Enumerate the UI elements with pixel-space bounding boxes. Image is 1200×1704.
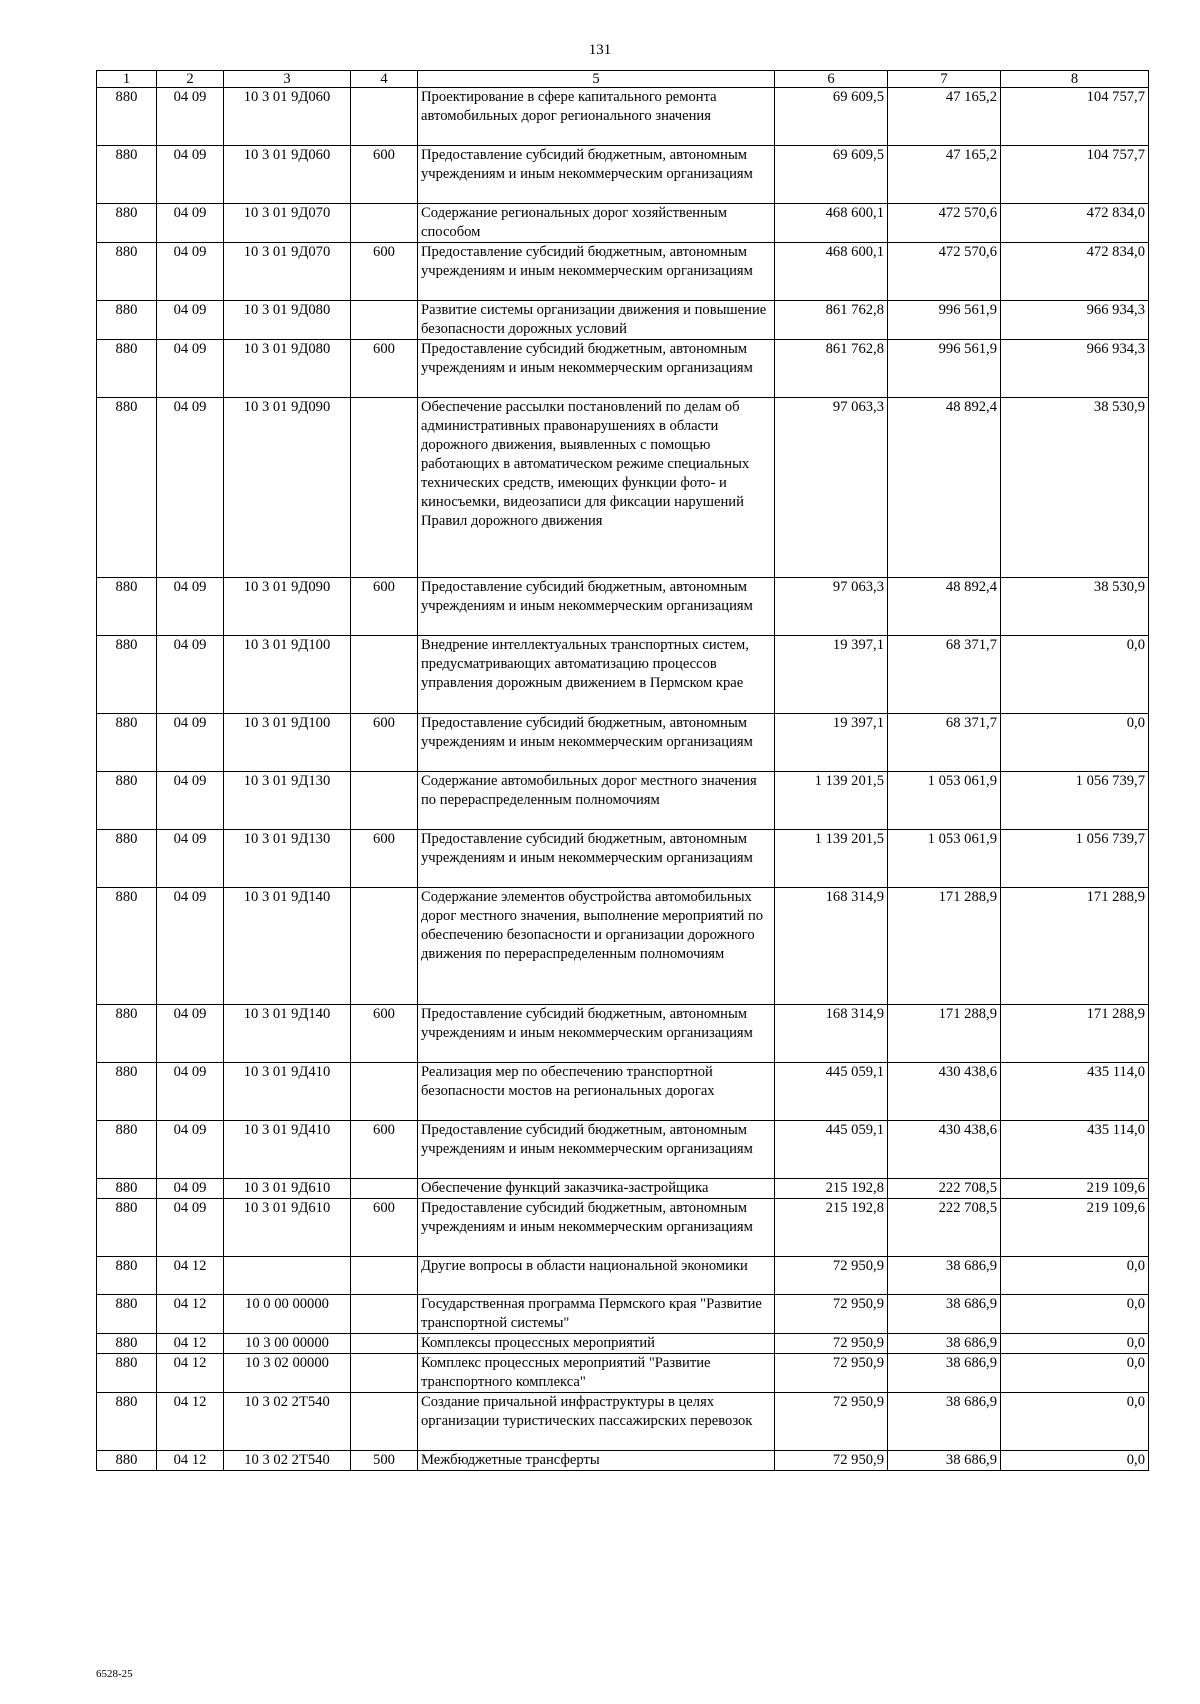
cell-expense-type bbox=[351, 1354, 418, 1393]
cell-target-code: 10 3 01 9Д140 bbox=[224, 1005, 351, 1063]
cell-amount-2026: 996 561,9 bbox=[888, 301, 1001, 340]
cell-expense-type: 600 bbox=[351, 1005, 418, 1063]
cell-expense-type: 600 bbox=[351, 146, 418, 204]
cell-description: Содержание региональных дорог хозяйственным способом bbox=[418, 204, 775, 243]
table-row bbox=[97, 1295, 1149, 1334]
table-row bbox=[97, 88, 1149, 146]
cell-target-code: 10 3 01 9Д100 bbox=[224, 636, 351, 714]
column-header: 3 bbox=[224, 71, 351, 88]
cell-expense-type: 600 bbox=[351, 243, 418, 301]
cell-expense-type: 600 bbox=[351, 340, 418, 398]
cell-amount-2025: 72 950,9 bbox=[775, 1295, 888, 1334]
column-header: 1 bbox=[97, 71, 157, 88]
table-row bbox=[97, 830, 1149, 888]
cell-section-code: 04 09 bbox=[157, 578, 224, 636]
cell-chapter-code: 880 bbox=[97, 1121, 157, 1179]
cell-amount-2025: 861 762,8 bbox=[775, 340, 888, 398]
cell-section-code: 04 09 bbox=[157, 88, 224, 146]
cell-target-code: 10 3 01 9Д060 bbox=[224, 146, 351, 204]
cell-description: Обеспечение функций заказчика-застройщика bbox=[418, 1179, 775, 1199]
cell-chapter-code: 880 bbox=[97, 1451, 157, 1471]
cell-target-code: 10 3 01 9Д130 bbox=[224, 772, 351, 830]
cell-amount-2026: 1 053 061,9 bbox=[888, 772, 1001, 830]
cell-amount-2026: 68 371,7 bbox=[888, 636, 1001, 714]
cell-target-code: 10 3 01 9Д610 bbox=[224, 1199, 351, 1257]
cell-description: Содержание элементов обустройства автомобильных дорог местного значения, выполнение мероприятий по обеспечению безопасности и организации дорожного движения по перераспределенным полномочиям bbox=[418, 888, 775, 1005]
cell-amount-2025: 1 139 201,5 bbox=[775, 772, 888, 830]
cell-chapter-code: 880 bbox=[97, 1334, 157, 1354]
cell-chapter-code: 880 bbox=[97, 204, 157, 243]
cell-amount-2026: 68 371,7 bbox=[888, 714, 1001, 772]
cell-amount-2027: 966 934,3 bbox=[1001, 340, 1149, 398]
cell-amount-2025: 72 950,9 bbox=[775, 1393, 888, 1451]
cell-target-code: 10 3 02 00000 bbox=[224, 1354, 351, 1393]
cell-amount-2025: 215 192,8 bbox=[775, 1199, 888, 1257]
cell-amount-2025: 168 314,9 bbox=[775, 888, 888, 1005]
cell-chapter-code: 880 bbox=[97, 340, 157, 398]
cell-description: Комплексы процессных мероприятий bbox=[418, 1334, 775, 1354]
cell-expense-type bbox=[351, 772, 418, 830]
cell-chapter-code: 880 bbox=[97, 1005, 157, 1063]
cell-description: Предоставление субсидий бюджетным, автономным учреждениям и иным некоммерческим организациям bbox=[418, 340, 775, 398]
cell-amount-2026: 38 686,9 bbox=[888, 1334, 1001, 1354]
cell-chapter-code: 880 bbox=[97, 578, 157, 636]
cell-amount-2025: 445 059,1 bbox=[775, 1063, 888, 1121]
cell-amount-2026: 472 570,6 bbox=[888, 204, 1001, 243]
cell-target-code: 10 3 01 9Д610 bbox=[224, 1179, 351, 1199]
cell-amount-2025: 69 609,5 bbox=[775, 146, 888, 204]
table-row bbox=[97, 340, 1149, 398]
cell-amount-2026: 38 686,9 bbox=[888, 1393, 1001, 1451]
cell-description: Предоставление субсидий бюджетным, автономным учреждениям и иным некоммерческим организациям bbox=[418, 1121, 775, 1179]
cell-amount-2027: 0,0 bbox=[1001, 1393, 1149, 1451]
cell-amount-2025: 72 950,9 bbox=[775, 1257, 888, 1295]
cell-amount-2026: 222 708,5 bbox=[888, 1199, 1001, 1257]
table-row bbox=[97, 772, 1149, 830]
table-row bbox=[97, 1354, 1149, 1393]
cell-target-code: 10 3 01 9Д060 bbox=[224, 88, 351, 146]
cell-amount-2027: 472 834,0 bbox=[1001, 204, 1149, 243]
cell-description: Предоставление субсидий бюджетным, автономным учреждениям и иным некоммерческим организациям bbox=[418, 1199, 775, 1257]
cell-amount-2027: 0,0 bbox=[1001, 1257, 1149, 1295]
header-row bbox=[97, 71, 1149, 88]
cell-chapter-code: 880 bbox=[97, 772, 157, 830]
cell-chapter-code: 880 bbox=[97, 888, 157, 1005]
table-row bbox=[97, 1199, 1149, 1257]
cell-target-code bbox=[224, 1257, 351, 1295]
cell-expense-type bbox=[351, 1393, 418, 1451]
budget-table bbox=[96, 70, 1149, 1471]
cell-amount-2026: 38 686,9 bbox=[888, 1354, 1001, 1393]
cell-description: Межбюджетные трансферты bbox=[418, 1451, 775, 1471]
cell-description: Другие вопросы в области национальной экономики bbox=[418, 1257, 775, 1295]
table-row bbox=[97, 243, 1149, 301]
cell-amount-2027: 0,0 bbox=[1001, 714, 1149, 772]
cell-amount-2026: 47 165,2 bbox=[888, 146, 1001, 204]
cell-expense-type: 600 bbox=[351, 830, 418, 888]
cell-description: Внедрение интеллектуальных транспортных систем, предусматривающих автоматизацию процессов управления дорожным движением в Пермском крае bbox=[418, 636, 775, 714]
cell-amount-2026: 222 708,5 bbox=[888, 1179, 1001, 1199]
cell-description: Предоставление субсидий бюджетным, автономным учреждениям и иным некоммерческим организациям bbox=[418, 1005, 775, 1063]
table-row bbox=[97, 398, 1149, 578]
cell-description: Реализация мер по обеспечению транспортной безопасности мостов на региональных дорогах bbox=[418, 1063, 775, 1121]
cell-target-code: 10 3 01 9Д090 bbox=[224, 398, 351, 578]
cell-amount-2027: 171 288,9 bbox=[1001, 1005, 1149, 1063]
table-row bbox=[97, 1393, 1149, 1451]
cell-section-code: 04 09 bbox=[157, 830, 224, 888]
table-row bbox=[97, 636, 1149, 714]
cell-amount-2027: 219 109,6 bbox=[1001, 1199, 1149, 1257]
table-row bbox=[97, 1005, 1149, 1063]
cell-target-code: 10 3 02 2Т540 bbox=[224, 1393, 351, 1451]
cell-target-code: 10 0 00 00000 bbox=[224, 1295, 351, 1334]
cell-section-code: 04 09 bbox=[157, 340, 224, 398]
table-body bbox=[97, 88, 1149, 1471]
cell-target-code: 10 3 01 9Д090 bbox=[224, 578, 351, 636]
cell-chapter-code: 880 bbox=[97, 1393, 157, 1451]
cell-section-code: 04 09 bbox=[157, 636, 224, 714]
cell-amount-2025: 72 950,9 bbox=[775, 1354, 888, 1393]
cell-section-code: 04 09 bbox=[157, 1121, 224, 1179]
cell-amount-2025: 72 950,9 bbox=[775, 1451, 888, 1471]
cell-chapter-code: 880 bbox=[97, 1179, 157, 1199]
cell-chapter-code: 880 bbox=[97, 398, 157, 578]
cell-description: Создание причальной инфраструктуры в целях организации туристических пассажирских перевозок bbox=[418, 1393, 775, 1451]
cell-amount-2025: 468 600,1 bbox=[775, 204, 888, 243]
cell-expense-type bbox=[351, 204, 418, 243]
cell-chapter-code: 880 bbox=[97, 1354, 157, 1393]
cell-amount-2027: 1 056 739,7 bbox=[1001, 830, 1149, 888]
table-row bbox=[97, 1257, 1149, 1295]
cell-description: Государственная программа Пермского края "Развитие транспортной системы" bbox=[418, 1295, 775, 1334]
cell-amount-2027: 1 056 739,7 bbox=[1001, 772, 1149, 830]
cell-section-code: 04 09 bbox=[157, 1005, 224, 1063]
cell-target-code: 10 3 01 9Д410 bbox=[224, 1063, 351, 1121]
cell-amount-2027: 38 530,9 bbox=[1001, 398, 1149, 578]
cell-expense-type bbox=[351, 888, 418, 1005]
cell-expense-type bbox=[351, 1257, 418, 1295]
cell-chapter-code: 880 bbox=[97, 88, 157, 146]
column-header: 7 bbox=[888, 71, 1001, 88]
cell-chapter-code: 880 bbox=[97, 830, 157, 888]
cell-amount-2025: 215 192,8 bbox=[775, 1179, 888, 1199]
cell-target-code: 10 3 01 9Д070 bbox=[224, 243, 351, 301]
cell-section-code: 04 12 bbox=[157, 1334, 224, 1354]
cell-description: Содержание автомобильных дорог местного значения по перераспределенным полномочиям bbox=[418, 772, 775, 830]
cell-amount-2027: 38 530,9 bbox=[1001, 578, 1149, 636]
cell-amount-2027: 219 109,6 bbox=[1001, 1179, 1149, 1199]
cell-expense-type: 600 bbox=[351, 1121, 418, 1179]
cell-section-code: 04 12 bbox=[157, 1393, 224, 1451]
cell-amount-2026: 430 438,6 bbox=[888, 1063, 1001, 1121]
cell-expense-type bbox=[351, 636, 418, 714]
cell-section-code: 04 09 bbox=[157, 301, 224, 340]
table-row bbox=[97, 1179, 1149, 1199]
cell-description: Предоставление субсидий бюджетным, автономным учреждениям и иным некоммерческим организациям bbox=[418, 146, 775, 204]
column-header: 8 bbox=[1001, 71, 1149, 88]
cell-expense-type bbox=[351, 1179, 418, 1199]
cell-expense-type bbox=[351, 301, 418, 340]
cell-amount-2027: 0,0 bbox=[1001, 1334, 1149, 1354]
cell-section-code: 04 12 bbox=[157, 1257, 224, 1295]
cell-amount-2025: 19 397,1 bbox=[775, 714, 888, 772]
cell-amount-2027: 0,0 bbox=[1001, 636, 1149, 714]
cell-amount-2026: 171 288,9 bbox=[888, 888, 1001, 1005]
table-row bbox=[97, 888, 1149, 1005]
cell-target-code: 10 3 01 9Д080 bbox=[224, 340, 351, 398]
cell-description: Обеспечение рассылки постановлений по делам об административных правонарушениях в области дорожного движения, выявленных с помощью работающих в автоматическом режиме специальных технических средств, имеющих функции фото- и киносъемки, видеозаписи для фиксации нарушений Правил дорожного движения bbox=[418, 398, 775, 578]
cell-expense-type bbox=[351, 1334, 418, 1354]
cell-amount-2027: 435 114,0 bbox=[1001, 1121, 1149, 1179]
cell-expense-type bbox=[351, 88, 418, 146]
table-row bbox=[97, 204, 1149, 243]
cell-amount-2025: 69 609,5 bbox=[775, 88, 888, 146]
cell-chapter-code: 880 bbox=[97, 1257, 157, 1295]
cell-amount-2027: 104 757,7 bbox=[1001, 146, 1149, 204]
cell-chapter-code: 880 bbox=[97, 146, 157, 204]
cell-chapter-code: 880 bbox=[97, 243, 157, 301]
cell-section-code: 04 09 bbox=[157, 714, 224, 772]
cell-target-code: 10 3 00 00000 bbox=[224, 1334, 351, 1354]
cell-amount-2025: 19 397,1 bbox=[775, 636, 888, 714]
cell-amount-2027: 0,0 bbox=[1001, 1354, 1149, 1393]
cell-section-code: 04 09 bbox=[157, 1199, 224, 1257]
cell-amount-2025: 1 139 201,5 bbox=[775, 830, 888, 888]
cell-description: Предоставление субсидий бюджетным, автономным учреждениям и иным некоммерческим организациям bbox=[418, 243, 775, 301]
table-row bbox=[97, 1451, 1149, 1471]
cell-section-code: 04 09 bbox=[157, 398, 224, 578]
cell-target-code: 10 3 01 9Д130 bbox=[224, 830, 351, 888]
cell-section-code: 04 12 bbox=[157, 1451, 224, 1471]
cell-amount-2027: 966 934,3 bbox=[1001, 301, 1149, 340]
cell-amount-2026: 38 686,9 bbox=[888, 1257, 1001, 1295]
cell-expense-type bbox=[351, 398, 418, 578]
cell-section-code: 04 12 bbox=[157, 1354, 224, 1393]
cell-target-code: 10 3 01 9Д100 bbox=[224, 714, 351, 772]
cell-chapter-code: 880 bbox=[97, 301, 157, 340]
cell-amount-2025: 72 950,9 bbox=[775, 1334, 888, 1354]
cell-chapter-code: 880 bbox=[97, 1295, 157, 1334]
cell-amount-2026: 38 686,9 bbox=[888, 1295, 1001, 1334]
cell-expense-type: 500 bbox=[351, 1451, 418, 1471]
cell-amount-2026: 48 892,4 bbox=[888, 578, 1001, 636]
cell-expense-type: 600 bbox=[351, 1199, 418, 1257]
cell-amount-2027: 0,0 bbox=[1001, 1295, 1149, 1334]
table-row bbox=[97, 301, 1149, 340]
cell-description: Проектирование в сфере капитального ремонта автомобильных дорог регионального значения bbox=[418, 88, 775, 146]
cell-chapter-code: 880 bbox=[97, 1063, 157, 1121]
table-row bbox=[97, 1063, 1149, 1121]
cell-target-code: 10 3 01 9Д140 bbox=[224, 888, 351, 1005]
cell-section-code: 04 09 bbox=[157, 888, 224, 1005]
cell-amount-2026: 996 561,9 bbox=[888, 340, 1001, 398]
column-header: 2 bbox=[157, 71, 224, 88]
cell-chapter-code: 880 bbox=[97, 714, 157, 772]
table-row bbox=[97, 578, 1149, 636]
cell-description: Предоставление субсидий бюджетным, автономным учреждениям и иным некоммерческим организациям bbox=[418, 714, 775, 772]
cell-expense-type: 600 bbox=[351, 714, 418, 772]
column-header: 4 bbox=[351, 71, 418, 88]
cell-amount-2027: 435 114,0 bbox=[1001, 1063, 1149, 1121]
cell-amount-2026: 48 892,4 bbox=[888, 398, 1001, 578]
cell-amount-2027: 472 834,0 bbox=[1001, 243, 1149, 301]
cell-amount-2026: 47 165,2 bbox=[888, 88, 1001, 146]
table-row bbox=[97, 1121, 1149, 1179]
cell-chapter-code: 880 bbox=[97, 1199, 157, 1257]
cell-target-code: 10 3 01 9Д410 bbox=[224, 1121, 351, 1179]
cell-amount-2025: 445 059,1 bbox=[775, 1121, 888, 1179]
cell-section-code: 04 09 bbox=[157, 204, 224, 243]
cell-target-code: 10 3 01 9Д080 bbox=[224, 301, 351, 340]
cell-description: Предоставление субсидий бюджетным, автономным учреждениям и иным некоммерческим организациям bbox=[418, 830, 775, 888]
cell-expense-type bbox=[351, 1063, 418, 1121]
cell-amount-2026: 430 438,6 bbox=[888, 1121, 1001, 1179]
cell-section-code: 04 12 bbox=[157, 1295, 224, 1334]
page-number: 131 bbox=[588, 42, 612, 58]
cell-amount-2026: 1 053 061,9 bbox=[888, 830, 1001, 888]
cell-amount-2027: 171 288,9 bbox=[1001, 888, 1149, 1005]
column-header: 5 bbox=[418, 71, 775, 88]
cell-section-code: 04 09 bbox=[157, 1063, 224, 1121]
cell-section-code: 04 09 bbox=[157, 146, 224, 204]
cell-amount-2025: 468 600,1 bbox=[775, 243, 888, 301]
cell-amount-2025: 97 063,3 bbox=[775, 398, 888, 578]
table-row bbox=[97, 146, 1149, 204]
cell-description: Развитие системы организации движения и повышение безопасности дорожных условий bbox=[418, 301, 775, 340]
cell-amount-2027: 0,0 bbox=[1001, 1451, 1149, 1471]
cell-target-code: 10 3 02 2Т540 bbox=[224, 1451, 351, 1471]
cell-expense-type bbox=[351, 1295, 418, 1334]
cell-amount-2026: 38 686,9 bbox=[888, 1451, 1001, 1471]
cell-section-code: 04 09 bbox=[157, 772, 224, 830]
cell-amount-2026: 171 288,9 bbox=[888, 1005, 1001, 1063]
cell-amount-2026: 472 570,6 bbox=[888, 243, 1001, 301]
cell-amount-2025: 168 314,9 bbox=[775, 1005, 888, 1063]
cell-expense-type: 600 bbox=[351, 578, 418, 636]
cell-description: Предоставление субсидий бюджетным, автономным учреждениям и иным некоммерческим организациям bbox=[418, 578, 775, 636]
cell-amount-2025: 861 762,8 bbox=[775, 301, 888, 340]
table-row bbox=[97, 1334, 1149, 1354]
cell-chapter-code: 880 bbox=[97, 636, 157, 714]
document-code: 6528-25 bbox=[96, 1668, 133, 1680]
cell-target-code: 10 3 01 9Д070 bbox=[224, 204, 351, 243]
cell-description: Комплекс процессных мероприятий "Развитие транспортного комплекса" bbox=[418, 1354, 775, 1393]
table-row bbox=[97, 714, 1149, 772]
cell-amount-2025: 97 063,3 bbox=[775, 578, 888, 636]
cell-amount-2027: 104 757,7 bbox=[1001, 88, 1149, 146]
column-header: 6 bbox=[775, 71, 888, 88]
cell-section-code: 04 09 bbox=[157, 243, 224, 301]
cell-section-code: 04 09 bbox=[157, 1179, 224, 1199]
